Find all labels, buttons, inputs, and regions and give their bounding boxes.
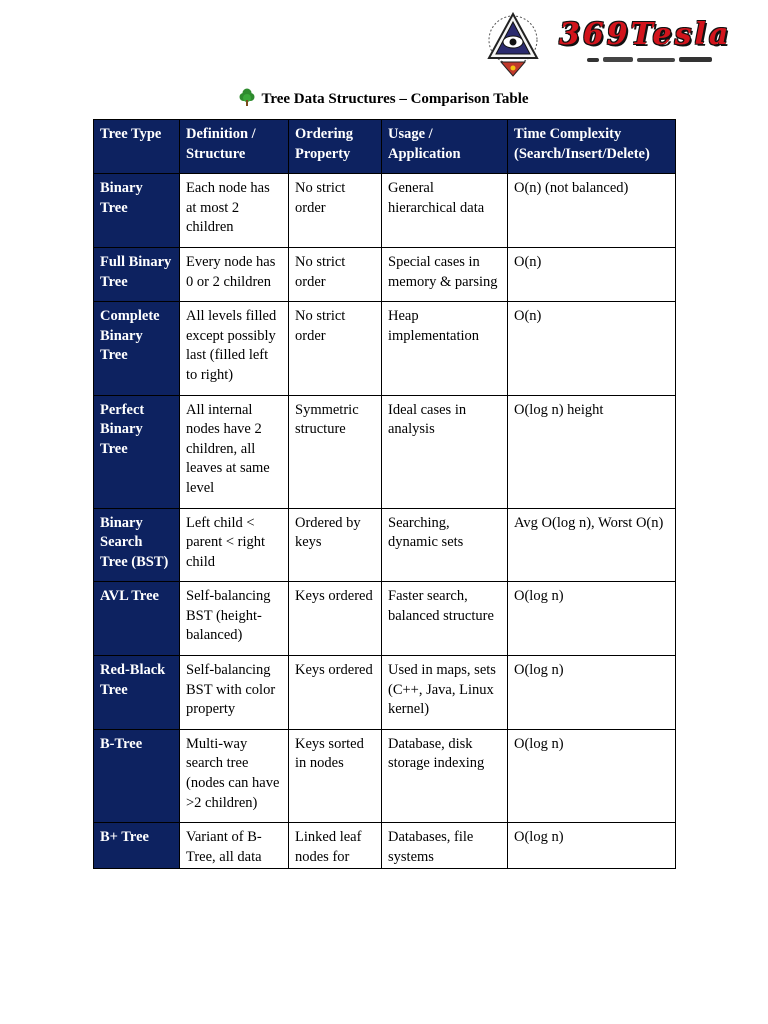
tree-type-cell: Binary Tree [94, 174, 180, 248]
tree-icon [239, 88, 255, 106]
table-row [94, 174, 676, 248]
usage-cell: Database, disk storage indexing [382, 729, 508, 822]
logo-wordmark: 369Tesla [559, 17, 732, 52]
pyramid-eye-emblem-icon [487, 12, 539, 78]
table-row [94, 729, 676, 822]
tree-type-cell: Full Binary Tree [94, 247, 180, 301]
usage-cell: Heap implementation [382, 302, 508, 395]
complexity-cell: O(log n) height [508, 395, 676, 508]
complexity-cell: O(n) (not balanced) [508, 174, 676, 248]
usage-cell: Databases, file systems [382, 823, 508, 869]
usage-cell: Used in maps, sets (C++, Java, Linux kernel) [382, 656, 508, 730]
tree-type-cell: B-Tree [94, 729, 180, 822]
column-header: Time Complexity (Search/Insert/Delete) [508, 120, 676, 174]
complexity-cell: O(log n) [508, 656, 676, 730]
usage-cell: Searching, dynamic sets [382, 508, 508, 582]
comparison-table [93, 119, 676, 869]
table-row [94, 395, 676, 508]
table-row [94, 247, 676, 301]
definition-cell: Self-balancing BST (height-balanced) [180, 582, 289, 656]
ordering-cell: Ordered by keys [289, 508, 382, 582]
definition-cell: Every node has 0 or 2 children [180, 247, 289, 301]
usage-cell: Ideal cases in analysis [382, 395, 508, 508]
ordering-cell: Keys ordered [289, 656, 382, 730]
ordering-cell: Keys ordered [289, 582, 382, 656]
complexity-cell: O(log n) [508, 823, 676, 869]
usage-cell: Faster search, balanced structure [382, 582, 508, 656]
complexity-cell: O(log n) [508, 582, 676, 656]
brand-logo [487, 12, 747, 82]
ordering-cell: Linked leaf nodes for [289, 823, 382, 869]
logo-tagline-script [587, 56, 712, 64]
ordering-cell: Symmetric structure [289, 395, 382, 508]
table-row [94, 302, 676, 395]
complexity-cell: O(log n) [508, 729, 676, 822]
definition-cell: All levels filled except possibly last (filled left to right) [180, 302, 289, 395]
page-title [0, 88, 768, 109]
column-header: Definition / Structure [180, 120, 289, 174]
table-row [94, 582, 676, 656]
tree-type-cell: Complete Binary Tree [94, 302, 180, 395]
table-row [94, 823, 676, 869]
complexity-cell: O(n) [508, 247, 676, 301]
definition-cell: Each node has at most 2 children [180, 174, 289, 248]
column-header: Usage / Application [382, 120, 508, 174]
definition-cell: Self-balancing BST with color property [180, 656, 289, 730]
table-row [94, 656, 676, 730]
tree-type-cell: B+ Tree [94, 823, 180, 869]
usage-cell: Special cases in memory & parsing [382, 247, 508, 301]
complexity-cell: O(n) [508, 302, 676, 395]
tree-type-cell: Perfect Binary Tree [94, 395, 180, 508]
ordering-cell: No strict order [289, 174, 382, 248]
usage-cell: General hierarchical data [382, 174, 508, 248]
column-header: Ordering Property [289, 120, 382, 174]
table-row [94, 508, 676, 582]
definition-cell: Left child < parent < right child [180, 508, 289, 582]
ordering-cell: No strict order [289, 302, 382, 395]
definition-cell: All internal nodes have 2 children, all leaves at same level [180, 395, 289, 508]
column-header: Tree Type [94, 120, 180, 174]
ordering-cell: Keys sorted in nodes [289, 729, 382, 822]
complexity-cell: Avg O(log n), Worst O(n) [508, 508, 676, 582]
tree-type-cell: AVL Tree [94, 582, 180, 656]
table-header-row [94, 120, 676, 174]
ordering-cell: No strict order [289, 247, 382, 301]
tree-type-cell: Red-Black Tree [94, 656, 180, 730]
definition-cell: Multi-way search tree (nodes can have >2 children) [180, 729, 289, 822]
page-title-text: Tree Data Structures – Comparison Table [261, 91, 529, 107]
tree-type-cell: Binary Search Tree (BST) [94, 508, 180, 582]
definition-cell: Variant of B-Tree, all data [180, 823, 289, 869]
